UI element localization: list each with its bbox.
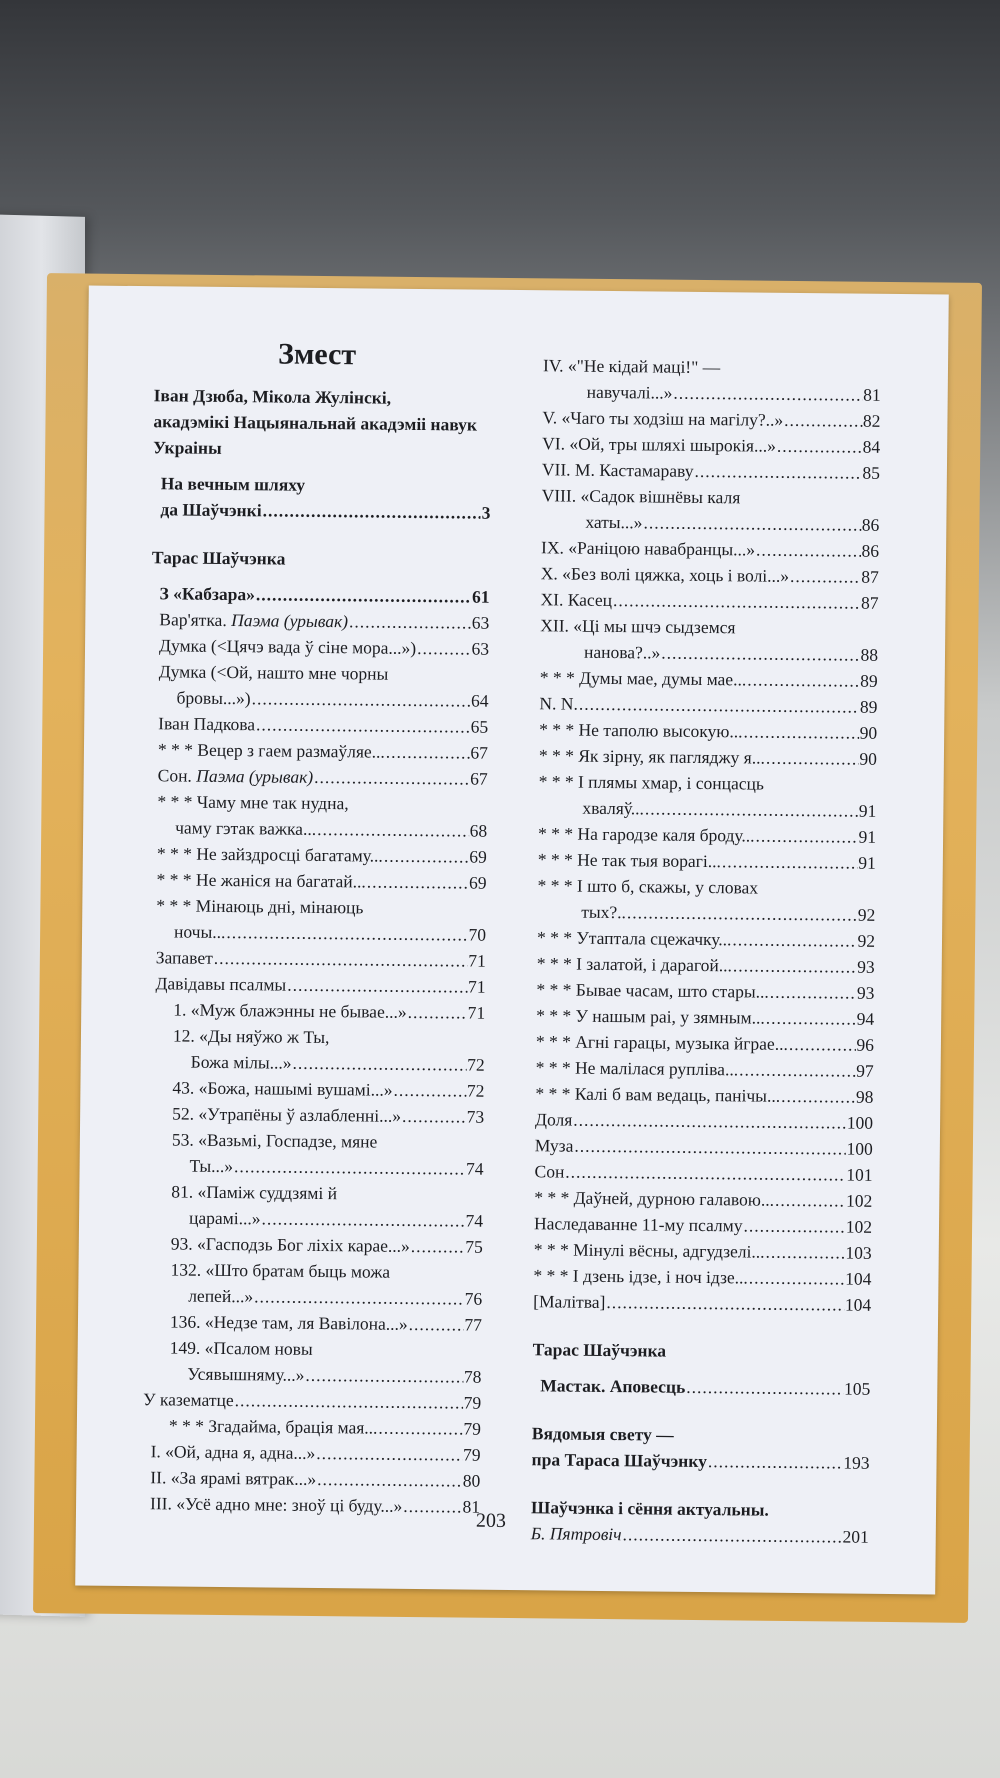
toc-entry: Вар'ятка. Паэма (урывак) ..... 63 [151, 606, 489, 636]
toc-entry: * * * Чаму мне так нудна, [157, 791, 349, 814]
toc-entry: З «Кабзара» ..... 61 [151, 580, 489, 610]
toc-entry: 53. «Вазьмі, Госпадзе, мяне [171, 1129, 378, 1152]
toc-entry: Наследаванне 11-му псалму ..... 102 [534, 1210, 872, 1240]
section-author: Тарас Шаўчэнка [532, 1339, 667, 1361]
toc-entry: На вечным шляху [160, 473, 306, 495]
toc-entry: * * * Вецер з гаем размаўляе... ..... 67 [150, 736, 488, 766]
toc-entry: * * * Не таполю высокую... ..... 90 [539, 716, 877, 746]
toc-entry: * * * Не так тыя ворагі... ..... 91 [538, 846, 876, 876]
toc-entry: 132. «Што братам быць можа [170, 1259, 391, 1282]
toc-entry: IX. «Раніцою навабранцы...» ..... 86 [541, 534, 879, 564]
toc-entry: * * * Бывае часам, што стары... ..... 93 [536, 976, 874, 1006]
toc-entry: Мастак. Аповесць ..... 105 [532, 1372, 870, 1402]
page-title: Змест [277, 337, 357, 372]
toc-entry: 149. «Псалом новы [169, 1337, 313, 1359]
toc-entry: X. «Без волі цяжка, хоць і волі...» ..... 87 [541, 560, 879, 590]
toc-entry: хваляў... ..... 91 [538, 794, 876, 824]
toc-entry: * * * Мінулі вёсны, адгудзелі... ..... 103 [534, 1236, 872, 1266]
toc-entry: * * * На гародзе каля броду... ..... 91 [538, 820, 876, 850]
toc-entry: лепей...» ..... 76 [144, 1282, 482, 1312]
toc-entry: * * * Агні гарацы, музыка йграе... ..... 96 [536, 1028, 874, 1058]
toc-entry: * * * І што б, скажы, у словах [537, 875, 759, 898]
toc-entry: * * * І залатой, і дарагой... ..... 93 [537, 950, 875, 980]
toc-entry: 81. «Паміж суддзямі й [171, 1181, 338, 1204]
toc-entry: * * * Не жаніся на багатай... ..... 69 [148, 866, 486, 896]
toc-entry: пра Тараса Шаўчэнку ..... 193 [531, 1446, 869, 1476]
toc-entry: Б. Пятровіч ..... 201 [531, 1520, 869, 1550]
toc-entry: * * * І плямы хмар, і сонцасць [538, 771, 765, 794]
toc-entry: бровы...») ..... 64 [150, 684, 488, 714]
toc-entry: I. «Ой, адна я, адна...» ..... 79 [142, 1438, 480, 1468]
toc-entry: Давідавы псалмы ..... 71 [147, 970, 485, 1000]
toc-entry: XI. Касец ..... 87 [540, 586, 878, 616]
toc-entry: IV. «"Не кідай маці!" — [542, 355, 721, 378]
toc-entry: Запавет ..... 71 [148, 944, 486, 974]
toc-entry: 12. «Ды няўжо ж Ты, [172, 1025, 330, 1048]
toc-entry: * * * Думы мае, думы мае... ..... 89 [540, 664, 878, 694]
toc-entry: * * * Не малілася рупліва... ..... 97 [536, 1054, 874, 1084]
toc-right-column [531, 352, 881, 1549]
toc-entry: III. «Усё адно мне: зноў ці буду...» ..... 81 [142, 1490, 480, 1520]
toc-entry: II. «За ярамі вятрак...» ..... 80 [142, 1464, 480, 1494]
toc-entry: * * * Утаптала сцежачку... ..... 92 [537, 924, 875, 954]
section-title: Вядомыя свету — [531, 1423, 674, 1445]
toc-entry: Сон. Паэма (урывак) ..... 67 [150, 762, 488, 792]
toc-entry: 52. «Утрапёны ў азлабленні...» ..... 73 [146, 1100, 484, 1130]
toc-entry: Думка (<Ой, нашто мне чорны [158, 661, 389, 684]
toc-entry: VI. «Ой, тры шляхі шырокія...» ..... 84 [542, 430, 880, 460]
toc-entry: V. «Чаго ты ходзіш на магілу?..» ..... 82 [542, 404, 880, 434]
toc-entry: Сон ..... 101 [534, 1158, 872, 1188]
toc-entry: * * * Не зайздросці багатаму... ..... 69 [149, 840, 487, 870]
contents-page [75, 286, 949, 1595]
toc-left-column [142, 382, 492, 1519]
toc-entry: Божа мілы...» ..... 72 [147, 1048, 485, 1078]
toc-entry: Муза ..... 100 [535, 1132, 873, 1162]
section-author: Тарас Шаўчэнка [151, 547, 286, 569]
toc-entry: Доля ..... 100 [535, 1106, 873, 1136]
toc-entry: 43. «Божа, нашымі вушамі...» ..... 72 [146, 1074, 484, 1104]
author-line: Іван Дзюба, Мікола Жулінскі, [153, 385, 392, 408]
toc-entry: Усявышняму...» ..... 78 [143, 1360, 481, 1390]
toc-entry: [Малітва] ..... 104 [533, 1288, 871, 1318]
toc-entry: Іван Падкова ..... 65 [150, 710, 488, 740]
toc-entry: ночы... ..... 70 [148, 918, 486, 948]
toc-entry: 1. «Муж блажэнны не бывае...» ..... 71 [147, 996, 485, 1026]
toc-entry: * * * У нашым раі, у зямным... ..... 94 [536, 1002, 874, 1032]
toc-entry: 93. «Гасподзь Бог ліхіх карае...» ..... 75 [145, 1230, 483, 1260]
toc-entry: У казематце ..... 79 [143, 1386, 481, 1416]
toc-entry: * * * Мінаюць дні, мінаюць [156, 895, 364, 918]
toc-entry: Ты...» ..... 74 [145, 1152, 483, 1182]
toc-entry: нанова?..» ..... 88 [540, 638, 878, 668]
toc-entry: царамі...» ..... 74 [145, 1204, 483, 1234]
toc-entry: VIII. «Садок вішнёвы каля [541, 485, 741, 508]
section-title: Шаўчэнка і сёння актуальны. [530, 1497, 769, 1520]
toc-entry: * * * І дзень ідзе, і ноч ідзе... ..... 104 [533, 1262, 871, 1292]
toc-entry: XII. «Ці мы шчэ сыдземся [540, 615, 736, 638]
toc-entry: * * * Згадайма, брація мая... ..... 79 [143, 1412, 481, 1442]
toc-entry: * * * Калі б вам ведаць, панічы... ..... 98 [535, 1080, 873, 1110]
toc-entry: тых?.. ..... 92 [537, 898, 875, 928]
author-line: Украіны [153, 437, 222, 458]
toc-entry: Думка (<Цячэ вада ў сіне мора...») ..... 63 [151, 632, 489, 662]
toc-entry: навучалі...» ..... 81 [543, 378, 881, 408]
toc-entry: 136. «Недзе там, ля Вавілона...» ..... 77 [144, 1308, 482, 1338]
toc-entry: да Шаўчэнкі ..... 3 [152, 496, 490, 526]
toc-entry: * * * Як зірну, як пагляджу я... ..... 90 [539, 742, 877, 772]
author-line: акадэмікі Нацыянальнай акадэміі навук [153, 411, 478, 435]
toc-entry: * * * Даўней, дурною галавою... ..... 102 [534, 1184, 872, 1214]
toc-entry: чаму гэтак важка... ..... 68 [149, 814, 487, 844]
page-number: 203 [475, 1509, 507, 1532]
toc-entry: хаты...» ..... 86 [541, 508, 879, 538]
toc-entry: VII. М. Кастамараву ..... 85 [542, 456, 880, 486]
toc-entry: N. N. ..... 89 [539, 690, 877, 720]
